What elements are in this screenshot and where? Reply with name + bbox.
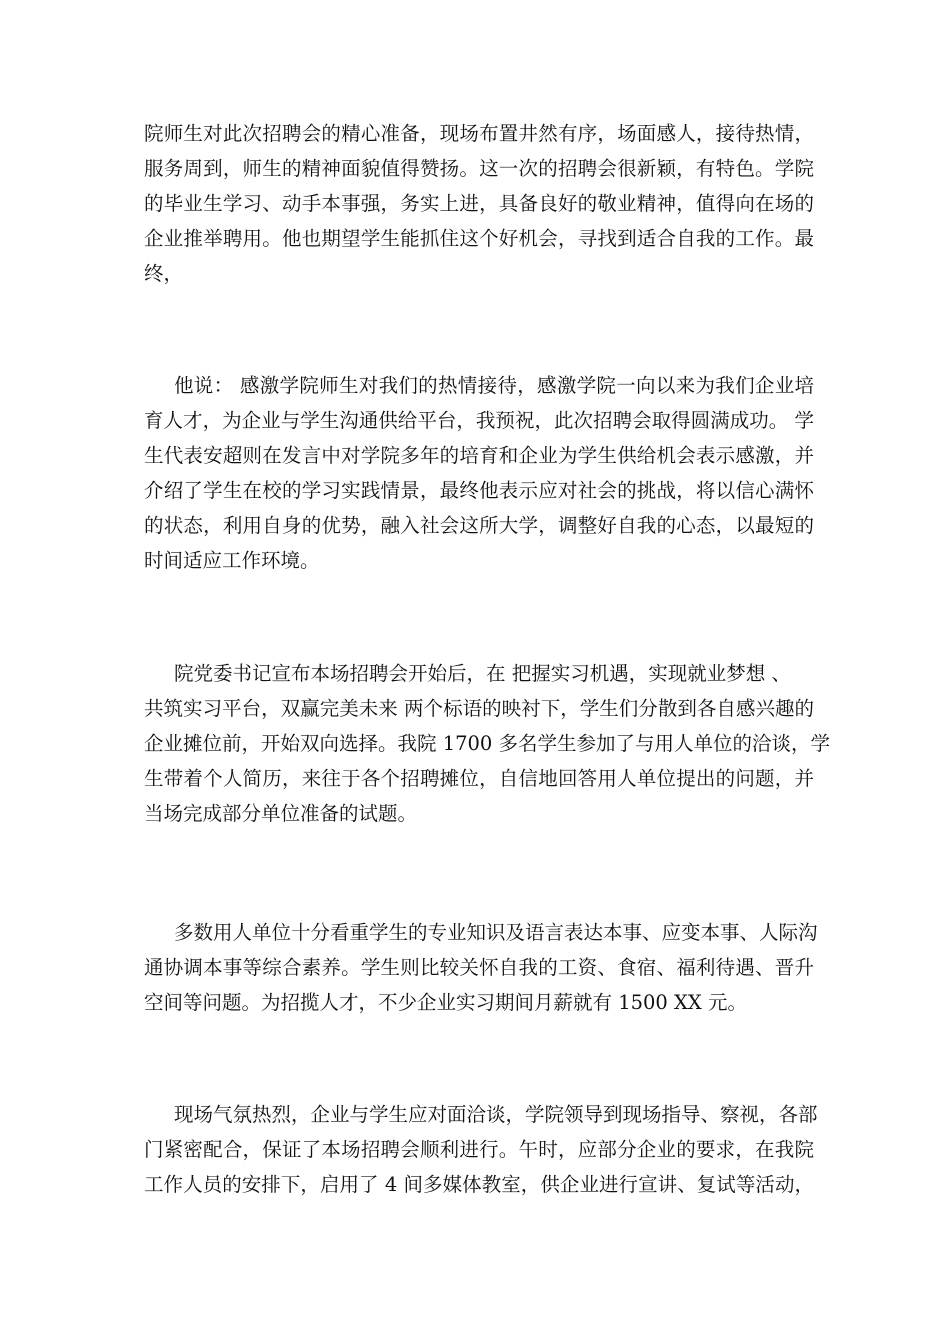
paragraph-line: 时间适应工作环境。 [144,549,320,572]
paragraph-line: 当场完成部分单位准备的试题。 [144,802,418,825]
paragraph-5 [144,1097,818,1202]
paragraph-line: 的毕业生学习、动手本事强，务实上进，具备良好的敬业精神，值得向在场的 [144,192,814,215]
paragraph-line: 育人才，为企业与学生沟通供给平台，我预祝，此次招聘会取得圆满成功。 学 [144,409,814,432]
paragraph-line: 服务周到，师生的精神面貌值得赞扬。这一次的招聘会很新颖，有特色。学院 [144,157,814,180]
paragraph-line: 多数用人单位十分看重学生的专业知识及语言表达本事、应变本事、人际沟 [174,921,818,944]
paragraph-line: 介绍了学生在校的学习实践情景，最终他表示应对社会的挑战，将以信心满怀 [144,479,814,502]
paragraph-line: 企业推举聘用。他也期望学生能抓住这个好机会，寻找到适合自我的工作。最 [144,227,814,250]
paragraph-1 [144,116,814,291]
paragraph-line: 生带着个人简历，来往于各个招聘摊位，自信地回答用人单位提出的问题，并 [144,767,814,790]
paragraph-4 [144,915,818,1020]
paragraph-line: 工作人员的安排下，启用了 4 间多媒体教室，供企业进行宣讲、复试等活动， [144,1173,814,1196]
paragraph-line: 通协调本事等综合素养。学生则比较关怀自我的工资、食宿、福利待遇、晋升 [144,956,814,979]
paragraph-line: 空间等问题。为招揽人才，不少企业实习期间月薪就有 1500 XX 元。 [144,991,747,1014]
paragraph-line: 企业摊位前，开始双向选择。我院 1700 多名学生参加了与用人单位的洽谈，学 [144,732,831,755]
paragraph-line: 他说： 感激学院师生对我们的热情接待，感激学院一向以来为我们企业培 [174,374,814,397]
paragraph-line: 终， [144,262,184,285]
paragraph-line: 院党委书记宣布本场招聘会开始后，在 把握实习机遇，实现就业梦想 、 [174,662,791,685]
paragraph-3 [144,656,831,831]
paragraph-line: 门紧密配合，保证了本场招聘会顺利进行。午时，应部分企业的要求，在我院 [144,1138,814,1161]
paragraph-line: 的状态，利用自身的优势，融入社会这所大学，调整好自我的心态，以最短的 [144,514,814,537]
paragraph-line: 院师生对此次招聘会的精心准备，现场布置井然有序，场面感人，接待热情， [144,122,814,145]
paragraph-line: 现场气氛热烈，企业与学生应对面洽谈，学院领导到现场指导、察视，各部 [174,1103,818,1126]
paragraph-line: 共筑实习平台，双赢完美未来 两个标语的映衬下，学生们分散到各自感兴趣的 [144,697,814,720]
paragraph-2 [144,368,814,578]
paragraph-line: 生代表安超则在发言中对学院多年的培育和企业为学生供给机会表示感激，并 [144,444,814,467]
